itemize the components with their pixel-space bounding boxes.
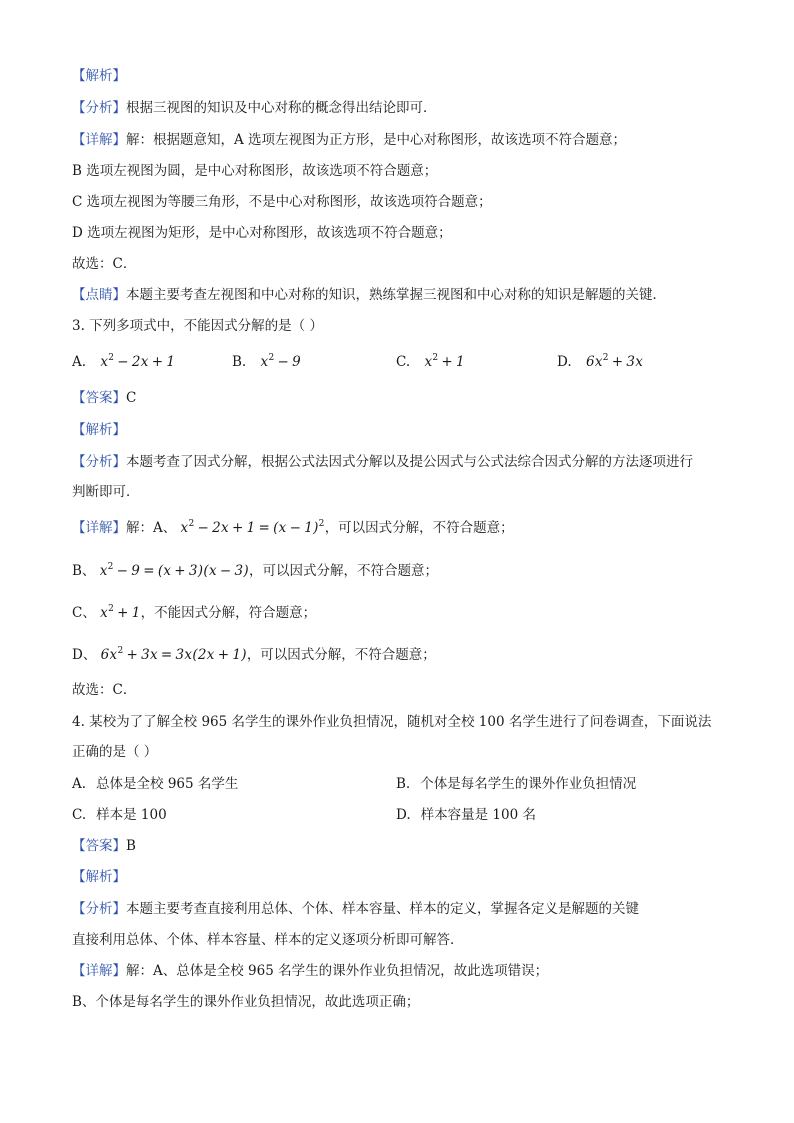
q3-option-d-expr: $6x^2 + 3x$: [585, 353, 644, 370]
detail-paragraph: 【详解】解：根据题意知，A 选项左视图为正方形，是中心对称图形，故该选项不符合题意；: [72, 132, 627, 148]
q4-option-c: C. 样本是 100: [72, 807, 167, 823]
analysis-4-paragraph: 【分析】本题主要考查直接利用总体、个体、样本容量、样本的定义，掌握各定义是解题的关键: [72, 901, 639, 917]
question-4-stem: 4. 某校为了了解全校 965 名学生的课外作业负担情况，随机对全校 100 名学生进行了问卷调查，下面说法: [72, 714, 712, 730]
detail-4-a: 【详解】解：A、总体是全校 965 名学生的课外作业负担情况，故此选项错误；: [72, 963, 549, 979]
detail-3-a-expr: $x^2 - 2x + 1 = (x - 1)^2$: [180, 519, 325, 536]
answer-3: 【答案】C: [72, 390, 137, 406]
analysis-3-heading: 【解析】: [72, 422, 126, 438]
detail-3-a: 【详解】解：A、 $x^2 - 2x + 1 = (x - 1)^2$，可以因式分解，不符合题意；: [72, 519, 514, 536]
analysis-3-paragraph-cont: 判断即可．: [72, 484, 140, 500]
detail-3-c: C、 $x^2 + 1$，不能因式分解，符合题意；: [72, 604, 317, 621]
detail-3-d-expr: $6x^2 + 3x = 3x(2x + 1)$: [100, 646, 247, 663]
detail-line-d: D 选项左视图为矩形，是中心对称图形，故该选项不符合题意；: [72, 225, 452, 241]
detail-3-d: D、 $6x^2 + 3x = 3x(2x + 1)$，可以因式分解，不符合题意；: [72, 646, 436, 663]
q3-option-a-expr: $x^2 - 2x + 1$: [100, 353, 176, 370]
conclusion-3: 故选：C．: [72, 682, 137, 698]
q4-option-d: D. 样本容量是 100 名: [396, 807, 536, 823]
analysis-4-heading: 【解析】: [72, 869, 126, 885]
detail-3-b: B、 $x^2 - 9 = (x + 3)(x - 3)$，可以因式分解，不符合题意；: [72, 562, 438, 579]
analysis-3-paragraph: 【分析】本题考查了因式分解，根据公式法因式分解以及提公因式与公式法综合因式分解的方法逐项进行: [72, 454, 693, 470]
answer-4: 【答案】B: [72, 838, 136, 854]
detail-3-c-expr: $x^2 + 1$: [100, 604, 141, 621]
q3-option-a: A. $x^2 - 2x + 1$: [72, 353, 176, 370]
question-4-stem-cont: 正确的是（ ）: [72, 744, 158, 760]
detail-line-b: B 选项左视图为圆，是中心对称图形，故该选项不符合题意；: [72, 163, 438, 179]
detail-line-c: C 选项左视图为等腰三角形，不是中心对称图形，故该选项符合题意；: [72, 194, 492, 210]
q4-option-b: B. 个体是每名学生的课外作业负担情况: [396, 776, 637, 792]
q3-option-d: D. $6x^2 + 3x$: [557, 353, 644, 370]
q3-option-c-expr: $x^2 + 1$: [424, 353, 465, 370]
comment-paragraph: 【点睛】本题主要考查左视图和中心对称的知识，熟练掌握三视图和中心对称的知识是解题的关键．: [72, 287, 666, 303]
q3-option-b-expr: $x^2 - 9$: [260, 353, 301, 370]
conclusion-line: 故选：C．: [72, 256, 137, 272]
detail-4-b: B、个体是每名学生的课外作业负担情况，故此选项正确；: [72, 994, 420, 1010]
analysis-4-paragraph-cont: 直接利用总体、个体、样本容量、样本的定义逐项分析即可解答．: [72, 932, 464, 948]
q4-option-a: A. 总体是全校 965 名学生: [72, 776, 239, 792]
q3-option-c: C. $x^2 + 1$: [396, 353, 465, 370]
analysis-heading: 【解析】: [72, 68, 126, 84]
q3-option-b: B. $x^2 - 9$: [232, 353, 301, 370]
detail-3-b-expr: $x^2 - 9 = (x + 3)(x - 3)$: [99, 562, 249, 579]
analysis-paragraph: 【分析】根据三视图的知识及中心对称的概念得出结论即可．: [72, 100, 437, 116]
question-3-stem: 3. 下列多项式中，不能因式分解的是（ ）: [72, 318, 323, 334]
